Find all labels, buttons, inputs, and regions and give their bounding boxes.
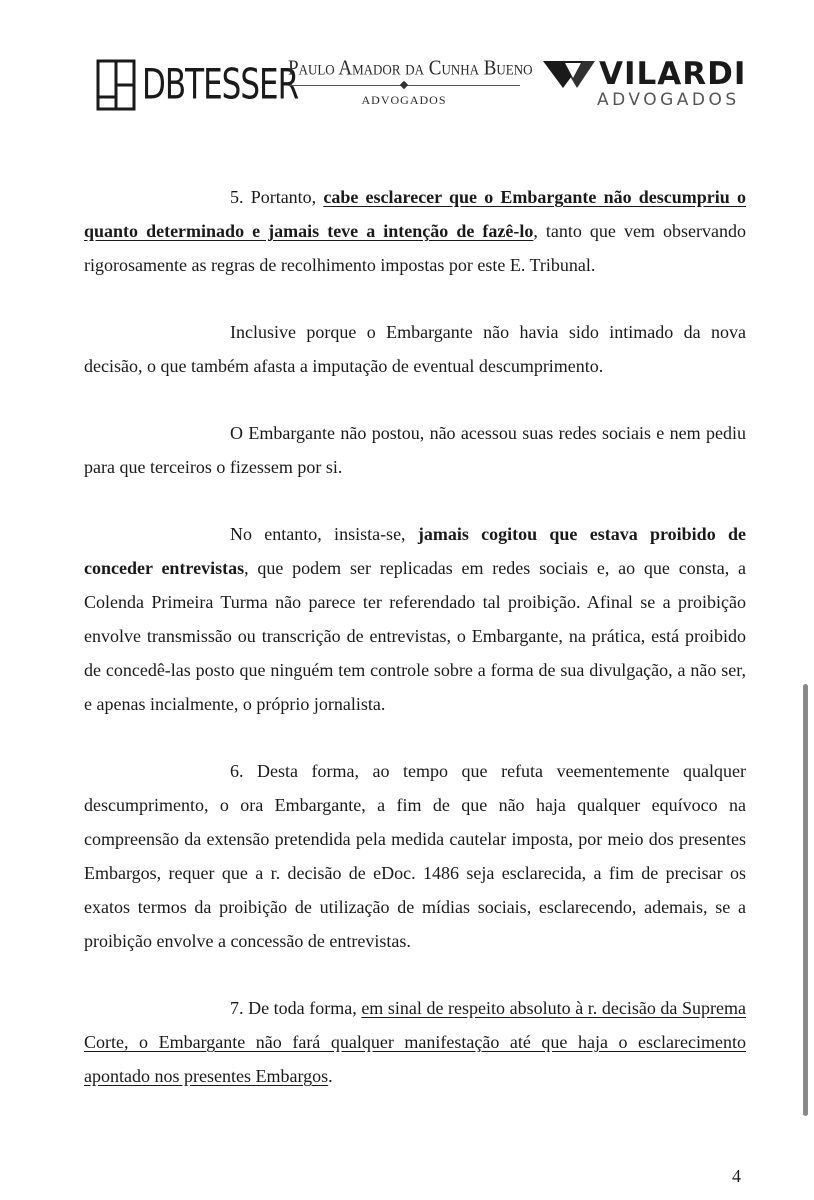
logo-divider [288, 85, 520, 86]
paragraph-7-end: . [328, 1066, 333, 1086]
paragraph-7-underlined: em sinal de respeito absoluto à r. decisão da Suprema Corte, o Embargante não fará qualquer manifestação até que haja o esclarecimento apontado nos presentes Embargos [84, 998, 746, 1086]
diamond-icon [400, 81, 408, 89]
dbtesser-logo [96, 60, 298, 110]
paragraph-7-lead: 7. De toda forma, [230, 998, 362, 1018]
dbtesser-mark-icon [96, 59, 136, 111]
page-number: 4 [732, 1166, 741, 1186]
vilardi-triangle-icon [543, 58, 595, 90]
paragraph-entrevistas-lead: No entanto, insista-se, [230, 524, 418, 544]
document-body [84, 180, 746, 1093]
paragraph-5 [84, 180, 746, 282]
paragraph-5-rest: , tanto que vem observando rigorosamente as regras de recolhimento impostas por este E. Tribunal. [84, 221, 746, 275]
paragraph-entrevistas-bold: jamais cogitou que estava proibido de conceder entrevistas [84, 524, 746, 578]
vilardi-logo-sub: ADVOGADOS [597, 90, 740, 110]
paulo-amador-logo [288, 56, 533, 108]
paragraph-inclusive: Inclusive porque o Embargante não havia sido intimado da nova decisão, o que também afasta a imputação de eventual descumprimento. [84, 322, 746, 376]
vilardi-logo [543, 56, 758, 110]
scrollbar[interactable] [803, 684, 808, 1116]
paragraph-entrevistas [84, 517, 746, 721]
paragraph-7 [84, 991, 746, 1093]
paulo-amador-logo-sub: ADVOGADOS [361, 93, 447, 107]
paragraph-6: 6. Desta forma, ao tempo que refuta veementemente qualquer descumprimento, o ora Embargante, a fim de que não haja qualquer equívoco na compreensão da extensão pretendida pela medida cautelar imposta, por meio dos presentes Embargos, requer que a r. decisão de eDoc. 1486 seja esclarecida, a fim de precisar os exatos termos da proibição de utilização de mídias sociais, esclarecendo, ademais, se a proibição envolve a concessão de entrevistas. [84, 761, 746, 951]
letterhead [0, 0, 814, 140]
paragraph-5-emphasis: cabe esclarecer que o Embargante não descumpriu o quanto determinado e jamais teve a intenção de fazê-lo [84, 187, 746, 241]
vilardi-logo-name: VILARDI [599, 56, 747, 92]
paulo-amador-logo-name: Paulo Amador da Cunha Bueno [288, 56, 533, 80]
paragraph-entrevistas-rest: , que podem ser replicadas em redes sociais e, ao que consta, a Colenda Primeira Turma não parece ter referendado tal proibição. Afinal se a proibição envolve transmissão ou transcrição de entrevistas, o Embargante, na prática, está proibido de concedê-las posto que ninguém tem controle sobre a forma de sua divulgação, a não ser, e apenas incialmente, o próprio jornalista. [84, 558, 746, 714]
paragraph-5-lead: 5. Portanto, [230, 187, 324, 207]
paragraph-nao-postou: O Embargante não postou, não acessou suas redes sociais e nem pediu para que terceiros o fizessem por si. [84, 423, 746, 477]
dbtesser-logo-text: DBTESSER [142, 60, 299, 110]
